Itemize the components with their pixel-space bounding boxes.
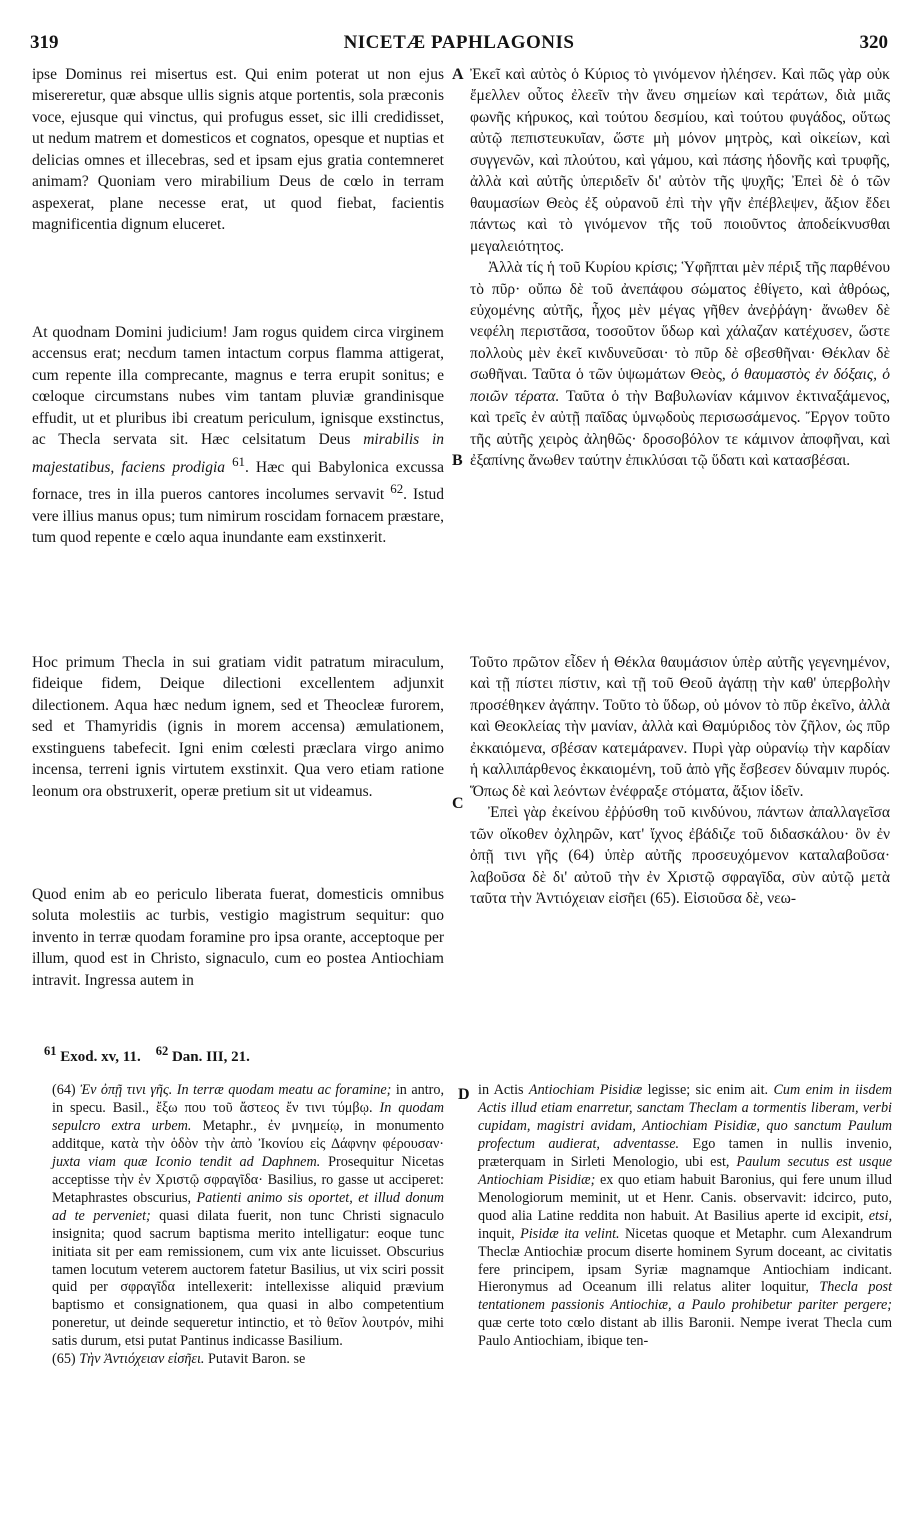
- greek-p2-text-a: Ἀλλὰ τίς ἡ τοῦ Κυρίου κρίσις; Ὑφῆπται μὲν πέριξ τῆς παρθένου τὸ πῦρ· οὔπω δὲ τοῦ ἀνεπάφου σώματος ἐθίγετο, καὶ ἀθρόως, εὐχομένης αὐτῆς, ἦχος μὲν μέγας γῆθεν ἀνεῤῥάγη· ἄνωθεν δὲ νεφέλη περιστᾶσα, τοσοῦτον ὕδωρ καὶ χάλαζαν κατέχυσεν, ὥστε πολλοὺς μὲν ἐκεῖ κινδυνεῦσαι· τὸ πῦρ δὲ σβεσθῆναι· Θέκλαν δὲ σωθῆναι. Ταῦτα ὁ τῶν ὑψωμάτων Θεὸς,: [470, 259, 890, 384]
- note-65-number: (65): [52, 1351, 76, 1368]
- page-number-right: 320: [859, 32, 888, 53]
- note-65-right-italic-1: Antiochiam Pisidiæ: [528, 1082, 643, 1098]
- latin-paragraph-4: Quod enim ab eo periculo liberata fuerat, domesticis omnibus soluta molestiis ac turbis, vestigio magistrum sequitur: quo invento in terræ quodam foramine pro ipsa orante, acceptoque per illum, quod est in Christo, signaculo, cum eo postea Antiochiam intravit. Ingressa autem in: [32, 886, 444, 989]
- footnote-61-text: Exod. xv, 11.: [60, 1049, 141, 1065]
- section-marker-a: A: [452, 66, 464, 83]
- note-64-text-4: quasi dilata fuerit, non tunc Christi signaculo insignita; quod sacrum baptisma merito intelligatur: eoque tunc initiata sit per eam remissionem, cum vix ante licuisset. Obscurius tamen locutum veterem auctorem fatetur Basilius, ut vix sciri possit quid per σφραγῖδα intellexerit: intellexisse aliquid prævium baptismo et consignationem, qua quasi in albo competentium poneretur, ut deinde sequeretur intinctio, et τὸ θεῖον λουτρόν, mihi satis durum, etsi putat Pantinus indicasse Basilium.: [52, 1207, 444, 1350]
- note-65-right-text-6: Nicetas quoque et Metaphr. cum Alexandrum Theclæ Antiochiæ procum diserte hominem Syrum doceant, ac civitatis fere principem, ipsam Syriæ magnamque Antiochiam indicant. Hieronymus ad Oceanum illi relatus aliter loquitur,: [478, 1225, 893, 1296]
- footnote-ref-61: 61: [232, 453, 245, 469]
- note-64-number: (64): [52, 1082, 76, 1098]
- note-65-right-italic-3: Paulum secutus est usque Antiochiam Pisidiæ;: [478, 1153, 893, 1188]
- greek-paragraph-4: [470, 802, 890, 909]
- latin-column: [32, 64, 444, 236]
- note-65-right-text-7: quæ certe toto cœlo distant ab illis Baronii. Nempe iverat Thecla cum Paulo Antiochiam, ibique ten-: [478, 1315, 892, 1350]
- greek-p4-text-a: Ἐπεὶ γὰρ ἐκείνου ἐῤῥύσθη τοῦ κινδύνου, πάντων ἀπαλλαγεῖσα τῶν οἴκοθεν ὀχληρῶν, κατ' ἴχνος ἐβάδιζε τοῦ διδασκάλου· ὃν ἐν ὀπῇ τινι γῆς: [470, 804, 890, 865]
- section-marker-b: B: [452, 452, 463, 469]
- latin-column-3: [32, 652, 444, 802]
- footnote-62-text: Dan. III, 21.: [171, 1049, 250, 1065]
- note-65-right-text-5: inquit,: [478, 1225, 515, 1242]
- latin-paragraph-2: [32, 322, 444, 549]
- footnote-ref-62: 62: [390, 481, 404, 497]
- editorial-notes-left: [52, 1082, 444, 1369]
- note-65-text-1: Putavit Baron. se: [208, 1351, 306, 1368]
- section-marker-c: C: [452, 795, 464, 812]
- editorial-notes-right: [478, 1082, 892, 1351]
- scripture-footnotes: [44, 1044, 250, 1066]
- note-64-italic-2: In quodam sepulcro extra urbem.: [52, 1099, 444, 1134]
- latin-p2-text-c: . Istud vere illius manus opus; tum nimirum roscidam fornacem præstare, tum quod repente e cœlo aqua inundante eam exstinxerit.: [32, 486, 445, 547]
- running-title: NICETÆ PAPHLAGONIS: [343, 32, 575, 53]
- note-65-right-italic-2: Cum enim in iisdem Actis illud etiam enarretur, sanctam Theclam a tormentis liberam, verbi cupidam, magistri avidam, Antiochiam Pisidiæ, quo sanctum Paulum profectum audierat, adventasse.: [478, 1082, 892, 1152]
- latin-p2-text-a: At quodnam Domini judicium! Jam rogus quidem circa virginem accensus erat; necdum tamen intactum corpus flamma attigerat, cum repente illa comprecante, magnus e terra erupit sonitus; e cœloque circumstans nubes vim tantam pluviæ grandinisque effudit, ut et pluribus ibi creatum periculum, ignisque exstinctus, ac Thecla servata sit. Hæc celsitatum Deus: [32, 324, 444, 449]
- note-65-right-text-3: Ego tamen in nullis invenio, præterquam in Sirleti Menologio, ubi est,: [478, 1135, 893, 1170]
- note-64-text-2: Metaphr., ἐν μνημείῳ, in monumento additque, κατὰ τὴν ὁδὸν τὴν ἀπὸ Ἰκονίου εἰς Δάφνην φέρουσαν·: [52, 1117, 444, 1152]
- note-65-right-italic-6: Thecla post tentationem passionis Antiochiæ, a Paulo prohibetur pariter pergere;: [478, 1279, 893, 1314]
- footnote-61-number: 61: [44, 1044, 57, 1058]
- note-65-lemma: Τὴν Ἀντιόχειαν εἰσῆει.: [79, 1351, 205, 1368]
- note-65-right-italic-4: etsi,: [868, 1207, 892, 1224]
- note-64-italic-1: In terræ quodam meatu ac foramine;: [176, 1082, 392, 1098]
- note-65: [52, 1351, 444, 1369]
- latin-paragraph-3: Hoc primum Thecla in sui gratiam vidit patratum miraculum, fideique fidem, Deique dilectioni excellentem adjunxit dilectionem. Aqua hæc nedum ignem, sed et Theocleæ furorem, sed et Thamyridis (ignis in morem accensa) æmulationem, exstinguens tabefecit. Igni enim cœlesti præclara virgo animo incensa, terreni ignis virtutem exstinxit. Qua vero etiam ratione leonum ora obstruxerit, operæ pretium sit ut videamus.: [32, 654, 444, 800]
- note-64-lemma: Ἐν ὀπῇ τινι γῆς.: [80, 1082, 173, 1098]
- latin-column-2: [32, 322, 444, 549]
- greek-column: [470, 64, 890, 472]
- note-65-right-text-4: ex quo etiam habuit Baronius, qui fere unum illud Menologiorum meminit, ut et Henr. Canis. observavit: idcirco, puto, quod alia Latine reddita non habuit. At Basilius aperte id excipit,: [478, 1171, 892, 1224]
- page-number-left: 319: [30, 32, 59, 53]
- greek-p2-italic: ὁ θαυμαστὸς ἐν δόξαις, ὁ ποιῶν τέρατα.: [470, 366, 891, 405]
- latin-p2-italic: mirabilis in majestatibus, faciens prodigia: [32, 431, 444, 476]
- note-64-text-1: in antro, in specu. Basil., ἔξω που τοῦ ἄστεος ἔν τινι τύμβῳ.: [52, 1082, 445, 1116]
- greek-paragraph-3: Τοῦτο πρῶτον εἶδεν ἡ Θέκλα θαυμάσιον ὑπὲρ αὐτῆς γεγενημένον, καὶ τῇ πίστει πίστιν, καὶ τῇ τοῦ Θεοῦ ἀγάπῃ τὴν καθ' ὑπερβολὴν προσέθηκεν ἀγάπην. Τοῦτο τὸ ὕδωρ, οὐ μόνον τὸ πῦρ ἐκεῖνο, ἀλλὰ καὶ Θεοκλείας τὴν μανίαν, ἀλλὰ καὶ Θαμύριδος τὸν ζῆλον, ὡς πῦρ ἐκκαιόμενα, σβέσαν κατεμάρανεν. Πυρὶ γὰρ οὐρανίῳ τὴν καρδίαν ἡ καλλιπάρθενος ἐκκαιομένη, τοῦ ἀπὸ γῆς ἔσβεσεν δύναμιν πυρός. Ὅπως δὲ καὶ λεόντων ἐνέφραξε στόματα, ἄξιον ἰδεῖν.: [470, 654, 890, 800]
- latin-column-4: [32, 884, 444, 991]
- page-header: [30, 32, 888, 58]
- latin-paragraph-1: ipse Dominus rei misertus est. Qui enim poterat ut non ejus misereretur, quæ absque ullis signis atque portentis, sola præconis voce, ejusque qui vinctus, qui profugus esset, sic illi credidisset, ut nedum matrem et domesticos et cognatos, opesque et nuptias et delicias omnes et illecebras, sed et ipsam ejus gratia contemneret animam? Quoniam vero mirabilium Deus de cœlo in terram aspexerat, plane necesse erat, ut quod fiebat, facientis magnificentia dignum eluceret.: [32, 66, 444, 234]
- greek-paragraph-1: Ἐκεῖ καὶ αὐτὸς ὁ Κύριος τὸ γινόμενον ἠλέησεν. Καὶ πῶς γὰρ οὐκ ἔμελλεν οὗτος ἐλεεῖν τὴν ἄνευ σημείων καὶ τεράτων, διὰ μιᾶς φωνῆς κήρυκος, καὶ τούτου δεσμίου, καὶ τούτου φυγάδος, οὕτως αὐτῷ πεπιστευκυῖαν, ὥστε μὴ μόνον μητρὸς, καὶ οἰκείων, καὶ συγγενῶν, καὶ πλούτου, καὶ γάμου, καὶ πάσης ἡδονῆς καὶ τρυφῆς, ἀλλὰ καὶ αὐτῆς ὑπεριδεῖν δι' αὐτὸν τῆς ψυχῆς; Ἐπεὶ δὲ ὁ τῶν θαυμασίων Θεὸς ἐξ οὐρανοῦ ἐπὶ τὴν γῆν ἐπέβλεψεν, ἄξιον ἔδει πάντως καὶ τὸ γινόμενον τῆς τοῦ ποιοῦντος ἀποδείκνυσθαι μεγαλειότητος.: [470, 66, 890, 255]
- note-64-italic-4: Patienti animo sis oportet, et illud donum ad te perveniet;: [52, 1189, 445, 1224]
- note-65-right-italic-5: Pisidæ ita velint.: [520, 1225, 620, 1242]
- note-64: [52, 1082, 444, 1351]
- footnote-62-number: 62: [155, 1044, 169, 1058]
- greek-paragraph-2: [470, 257, 890, 472]
- note-64-italic-3: juxta viam quæ Iconio tendit ad Daphnem.: [52, 1153, 321, 1170]
- note-64-text-3: Prosequitur Nicetas acceptisse τὴν ἐν Χριστῷ σφραγῖδα· Basilius, ro gasse ut acciperet: Metaphrastes obscurius,: [52, 1153, 444, 1206]
- section-marker-d: D: [458, 1086, 470, 1103]
- note-ref-64: (64): [568, 847, 595, 865]
- note-65-right-text-2: legisse; sic enim ait.: [647, 1082, 769, 1098]
- greek-p4-text-b: ὑπὲρ αὐτῆς προσευχόμενον καταλαβοῦσα· λαβοῦσα δὲ δι' αὐτοῦ τὴν ἐν Χριστῷ σφραγῖδα, σὺν αὐτῷ μετὰ ταῦτα τὴν Ἀντιόχειαν εἰσῆει: [470, 847, 890, 907]
- greek-p4-text-c: Εἰσιοῦσα δὲ, νεω-: [683, 889, 797, 907]
- greek-p2-text-b: Ταῦτα ὁ τὴν Βαβυλωνίαν κάμινον ἐκτιναξάμενος, καὶ τρεῖς ἐν αὐτῇ παῖδας ὑμνῳδοὺς περισωσάμενος. Ἔργον τοῦτο τῆς αὐτῆς χειρὸς ἀληθῶς· δροσοβόλον τε κάμινον ἀποφῆναι, καὶ ἐξαπίνης ἄνωθεν ταύτην ἐπικλύσαι τῷ ὕδατι καὶ κατασβέσαι.: [470, 387, 890, 470]
- greek-column-2: [470, 652, 890, 909]
- note-ref-65: (65).: [650, 889, 680, 907]
- latin-p2-text-b: . Hæc qui Babylonica excussa fornace, tres in illa pueros cantores incolumes servavit: [32, 458, 445, 504]
- note-65-continued: [478, 1082, 892, 1351]
- note-65-right-text-1: in Actis: [478, 1082, 524, 1098]
